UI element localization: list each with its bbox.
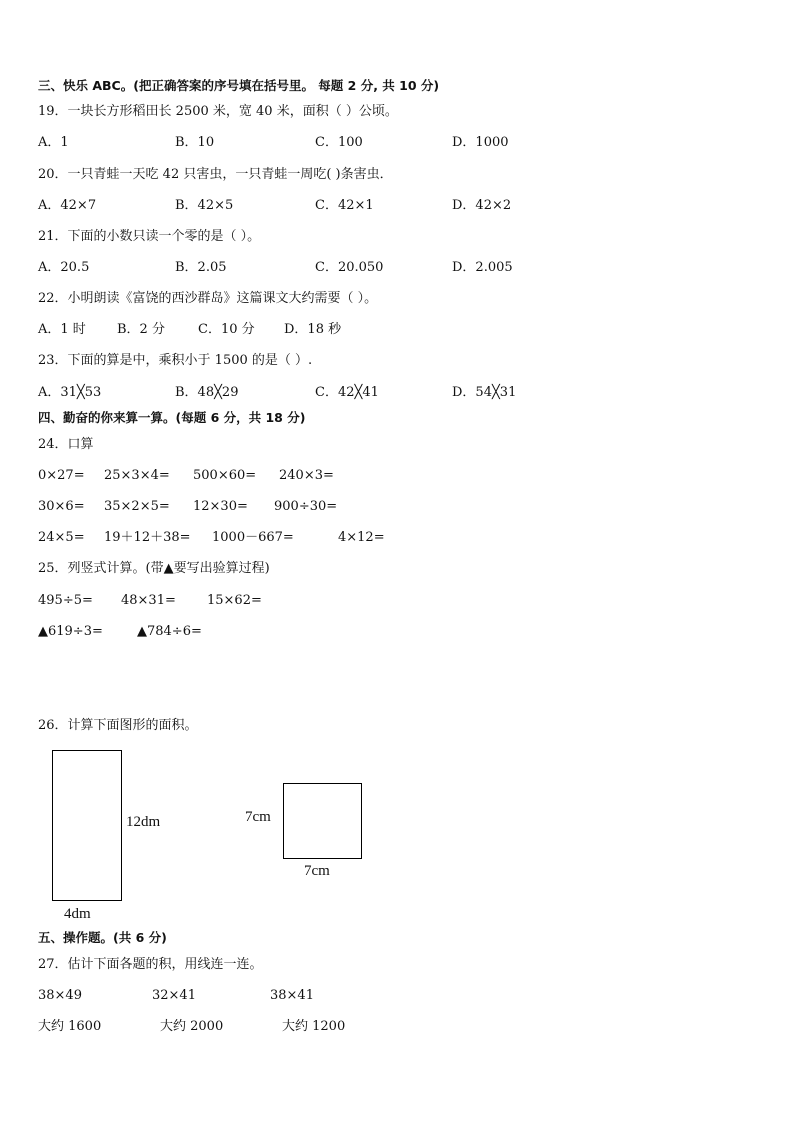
q22-option-c: C．10 分 xyxy=(198,322,255,337)
mental-calc-item: 1000－667= xyxy=(212,530,294,545)
estimate-expression: 38×41 xyxy=(270,988,314,1003)
mental-calc-item: 19＋12＋38= xyxy=(104,530,191,545)
question-26-title: 26．计算下面图形的面积。 xyxy=(38,718,198,733)
question-24-title: 24．口算 xyxy=(38,437,94,452)
square-side-label: 7cm xyxy=(245,809,271,825)
estimate-answer: 大约 2000 xyxy=(160,1019,224,1034)
mental-calc-item: 25×3×4= xyxy=(104,468,170,483)
q21-option-a: A．20.5 xyxy=(38,260,90,275)
q20-option-b: B．42×5 xyxy=(175,198,234,213)
vertical-calc-item: ▲619÷3= xyxy=(38,624,103,639)
question-20-text: 20．一只青蛙一天吃 42 只害虫，一只青蛙一周吃( )条害虫． xyxy=(38,167,393,182)
mental-calc-item: 35×2×5= xyxy=(104,499,170,514)
q19-option-d: D．1000 xyxy=(452,135,509,150)
mental-calc-item: 30×6= xyxy=(38,499,85,514)
q23-option-b: B．48╳29 xyxy=(175,385,239,400)
q20-option-d: D．42×2 xyxy=(452,198,512,213)
mental-calc-item: 24×5= xyxy=(38,530,85,545)
q23-option-c: C．42╳41 xyxy=(315,385,379,400)
rectangle-height-label: 12dm xyxy=(126,814,161,830)
estimate-answer: 大约 1600 xyxy=(38,1019,102,1034)
question-19-text: 19．一块长方形稻田长 2500 米，宽 40 米，面积（ ）公顷。 xyxy=(38,104,398,119)
rectangle-width-label: 4dm xyxy=(64,906,91,922)
vertical-calc-item: 48×31= xyxy=(121,593,176,608)
q21-option-c: C．20.050 xyxy=(315,260,384,275)
vertical-calc-item: ▲784÷6= xyxy=(137,624,202,639)
section-5-heading: 五、操作题。(共 6 分) xyxy=(38,930,167,945)
question-22-text: 22．小明朗读《富饶的西沙群岛》这篇课文大约需要（ ）。 xyxy=(38,291,378,306)
q20-option-c: C．42×1 xyxy=(315,198,374,213)
estimate-expression: 38×49 xyxy=(38,988,82,1003)
rectangle-figure xyxy=(52,750,122,901)
q21-option-d: D．2.005 xyxy=(452,260,513,275)
estimate-answer: 大约 1200 xyxy=(282,1019,346,1034)
square-bottom-label: 7cm xyxy=(304,863,330,879)
q19-option-c: C．100 xyxy=(315,135,363,150)
mental-calc-item: 900÷30= xyxy=(274,499,338,514)
section-3-heading: 三、快乐 ABC。(把正确答案的序号填在括号里。 每题 2 分, 共 10 分) xyxy=(38,78,440,93)
estimate-expression: 32×41 xyxy=(152,988,196,1003)
q23-option-a: A．31╳53 xyxy=(38,385,102,400)
mental-calc-item: 0×27= xyxy=(38,468,85,483)
q22-option-a: A．1 时 xyxy=(38,322,86,337)
q19-option-a: A．1 xyxy=(38,135,69,150)
q22-option-b: B．2 分 xyxy=(117,322,165,337)
question-25-title: 25．列竖式计算。(带▲要写出验算过程) xyxy=(38,561,270,576)
mental-calc-item: 4×12= xyxy=(338,530,385,545)
square-figure xyxy=(283,783,362,859)
question-21-text: 21．下面的小数只读一个零的是（ ）。 xyxy=(38,229,261,244)
question-27-title: 27．估计下面各题的积，用线连一连。 xyxy=(38,957,263,972)
q23-option-d: D．54╳31 xyxy=(452,385,517,400)
q20-option-a: A．42×7 xyxy=(38,198,97,213)
mental-calc-item: 500×60= xyxy=(193,468,257,483)
question-23-text: 23．下面的算是中，乘积小于 1500 的是（ ）. xyxy=(38,353,313,368)
vertical-calc-item: 495÷5= xyxy=(38,593,93,608)
vertical-calc-item: 15×62= xyxy=(207,593,262,608)
mental-calc-item: 240×3= xyxy=(279,468,334,483)
q21-option-b: B．2.05 xyxy=(175,260,227,275)
q22-option-d: D．18 秒 xyxy=(284,322,342,337)
section-4-heading: 四、勤奋的你来算一算。(每题 6 分，共 18 分) xyxy=(38,410,306,425)
mental-calc-item: 12×30= xyxy=(193,499,248,514)
q19-option-b: B．10 xyxy=(175,135,215,150)
